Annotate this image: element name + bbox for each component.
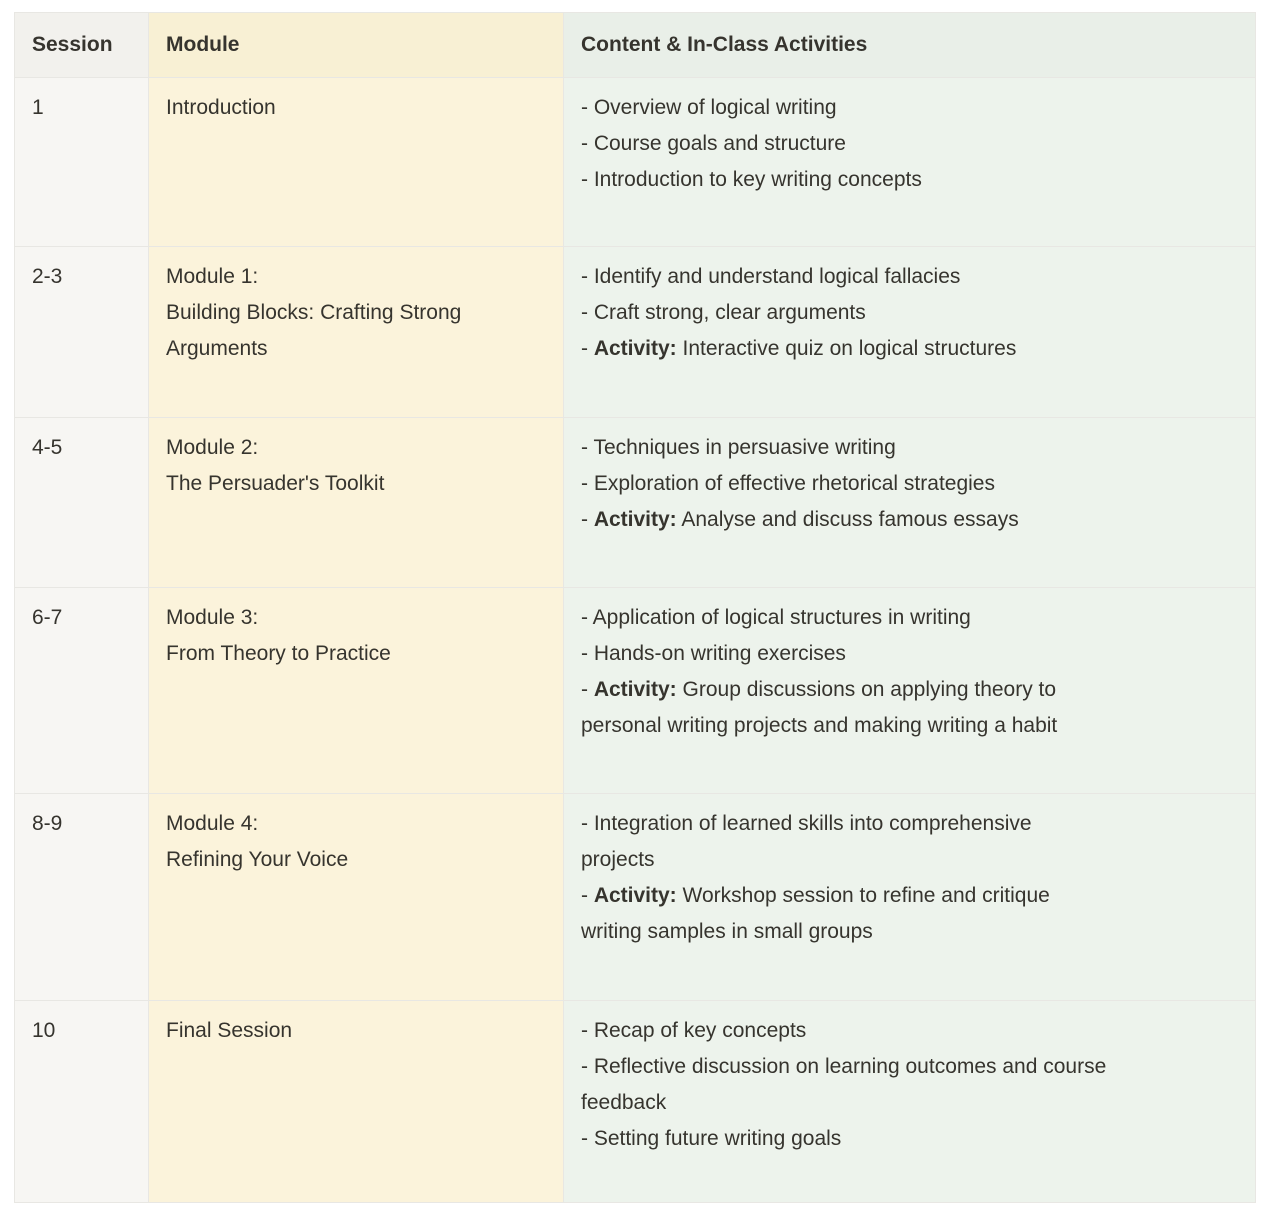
content-cell bbox=[564, 588, 1256, 794]
content-text: - Recap of key concepts bbox=[581, 1019, 807, 1042]
module-line: Module 1: bbox=[166, 265, 259, 288]
content-text: - Introduction to key writing concepts bbox=[581, 168, 922, 191]
content-bullet-line bbox=[581, 1121, 1239, 1157]
table-header-row bbox=[15, 13, 1256, 78]
module-cell bbox=[149, 247, 564, 418]
content-text: - bbox=[581, 337, 594, 360]
content-text: - bbox=[581, 884, 594, 907]
content-text: - Hands-on writing exercises bbox=[581, 642, 846, 665]
module-cell bbox=[149, 1001, 564, 1203]
content-bullet-line bbox=[581, 842, 1239, 878]
content-text: - Exploration of effective rhetorical strategies bbox=[581, 472, 995, 495]
table-row bbox=[15, 418, 1256, 588]
session-cell: 8-9 bbox=[15, 794, 149, 1001]
table-row bbox=[15, 78, 1256, 247]
module-line: Refining Your Voice bbox=[166, 848, 349, 871]
activity-label: Activity: bbox=[593, 337, 677, 360]
content-text: Group discussions on applying theory to bbox=[676, 678, 1057, 701]
content-bullet-line bbox=[581, 672, 1239, 708]
content-text: writing samples in small groups bbox=[581, 920, 873, 943]
content-text: projects bbox=[581, 848, 655, 871]
content-cell bbox=[564, 1001, 1256, 1203]
content-text: - Application of logical structures in writing bbox=[581, 606, 971, 629]
module-cell bbox=[149, 78, 564, 247]
content-text: feedback bbox=[581, 1091, 667, 1114]
content-bullet-line bbox=[581, 1049, 1239, 1085]
content-text: - Integration of learned skills into comprehensive bbox=[581, 812, 1032, 835]
module-line: The Persuader's Toolkit bbox=[166, 472, 385, 495]
content-bullet-line bbox=[581, 1085, 1239, 1121]
module-line: Module 3: bbox=[166, 606, 259, 629]
column-header-content-activities: Content & In-Class Activities bbox=[564, 13, 1256, 78]
content-bullet-line bbox=[581, 259, 1239, 295]
module-line: Final Session bbox=[166, 1019, 293, 1042]
column-header-session: Session bbox=[15, 13, 149, 78]
module-cell bbox=[149, 588, 564, 794]
content-text: personal writing projects and making writing a habit bbox=[581, 714, 1058, 737]
content-bullet-line bbox=[581, 708, 1239, 744]
content-cell bbox=[564, 418, 1256, 588]
content-bullet-line bbox=[581, 878, 1239, 914]
content-bullet-line bbox=[581, 126, 1239, 162]
module-line: From Theory to Practice bbox=[166, 642, 391, 665]
session-cell: 1 bbox=[15, 78, 149, 247]
content-text: - Craft strong, clear arguments bbox=[581, 301, 866, 324]
column-header-module: Module bbox=[149, 13, 564, 78]
content-text: Analyse and discuss famous essays bbox=[676, 508, 1019, 531]
content-text: - Course goals and structure bbox=[581, 132, 846, 155]
content-bullet-line bbox=[581, 636, 1239, 672]
activity-label: Activity: bbox=[593, 678, 677, 701]
course-schedule-table bbox=[14, 12, 1256, 1203]
session-cell: 6-7 bbox=[15, 588, 149, 794]
content-text: Interactive quiz on logical structures bbox=[676, 337, 1017, 360]
module-cell bbox=[149, 794, 564, 1001]
module-line: Arguments bbox=[166, 337, 268, 360]
content-bullet-line bbox=[581, 90, 1239, 126]
module-line: Module 2: bbox=[166, 436, 259, 459]
content-bullet-line bbox=[581, 502, 1239, 538]
content-cell bbox=[564, 78, 1256, 247]
content-text: - Setting future writing goals bbox=[581, 1127, 842, 1150]
session-cell: 4-5 bbox=[15, 418, 149, 588]
content-bullet-line bbox=[581, 430, 1239, 466]
session-cell: 2-3 bbox=[15, 247, 149, 418]
content-bullet-line bbox=[581, 162, 1239, 198]
content-text: - Identify and understand logical fallacies bbox=[581, 265, 961, 288]
content-bullet-line bbox=[581, 466, 1239, 502]
content-text: - bbox=[581, 678, 594, 701]
content-bullet-line bbox=[581, 331, 1239, 367]
content-text: - bbox=[581, 508, 594, 531]
content-text: - Reflective discussion on learning outcomes and course bbox=[581, 1055, 1107, 1078]
module-line: Building Blocks: Crafting Strong bbox=[166, 301, 462, 324]
content-bullet-line bbox=[581, 806, 1239, 842]
session-cell: 10 bbox=[15, 1001, 149, 1203]
content-text: - Techniques in persuasive writing bbox=[581, 436, 896, 459]
content-cell bbox=[564, 794, 1256, 1001]
module-cell bbox=[149, 418, 564, 588]
module-line: Module 4: bbox=[166, 812, 259, 835]
content-bullet-line bbox=[581, 295, 1239, 331]
content-cell bbox=[564, 247, 1256, 418]
content-bullet-line bbox=[581, 600, 1239, 636]
content-bullet-line bbox=[581, 1013, 1239, 1049]
table-row bbox=[15, 1001, 1256, 1203]
content-text: - Overview of logical writing bbox=[581, 96, 837, 119]
content-bullet-line bbox=[581, 914, 1239, 950]
table-body bbox=[15, 78, 1256, 1203]
table-row bbox=[15, 794, 1256, 1001]
activity-label: Activity: bbox=[593, 884, 677, 907]
content-text: Workshop session to refine and critique bbox=[676, 884, 1050, 907]
module-line: Introduction bbox=[166, 96, 276, 119]
table-row bbox=[15, 247, 1256, 418]
table-row bbox=[15, 588, 1256, 794]
activity-label: Activity: bbox=[593, 508, 677, 531]
